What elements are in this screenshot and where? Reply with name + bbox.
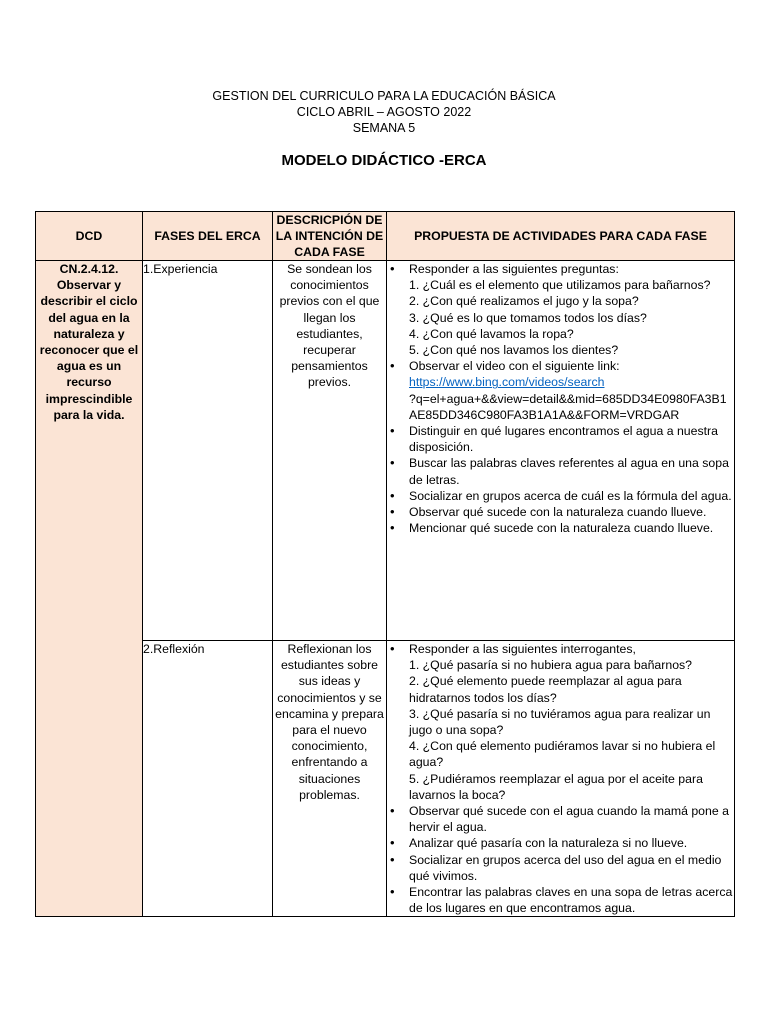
propuesta-reflexion: [387, 641, 735, 917]
list-item: 1. ¿Qué pasaría si no hubiera agua para bañarnos?: [409, 658, 693, 673]
header-line-3: SEMANA 5: [352, 121, 416, 135]
list-item: • Socializar en grupos acerca del uso del agua en el medio qué vivimos.: [387, 852, 734, 884]
list-item: • Socializar en grupos acerca de cuál es la fórmula del agua.: [387, 488, 734, 504]
header-line-1: GESTION DEL CURRICULO PARA LA EDUCACIÓN BÁSICA: [212, 89, 556, 103]
header-descripcion: DESCRICPIÓN DE LA INTENCIÓN DE CADA FASE: [273, 212, 387, 261]
header-line-2: CICLO ABRIL – AGOSTO 2022: [296, 105, 472, 119]
list-item: 4. ¿Con qué elemento pudiéramos lavar si no hubiera el agua?: [409, 739, 716, 770]
desc-experiencia: Se sondean los conocimientos previos con el que llegan los estudiantes, recuperar pensamientos previos.: [273, 261, 387, 641]
dcd-cell: CN.2.4.12. Observar y describir el ciclo del agua en la naturaleza y reconocer que el agua es un recurso imprescindible para la vida.: [36, 261, 143, 917]
video-link[interactable]: https://www.bing.com/videos/search: [409, 375, 605, 390]
activities-list: [387, 261, 734, 536]
list-item: 5. ¿Pudiéramos reemplazar el agua por el aceite para lavarnos la boca?: [409, 771, 703, 802]
list-item: 2. ¿Con qué realizamos el jugo y la sopa?: [409, 294, 639, 309]
list-item: • Buscar las palabras claves referentes al agua en una sopa de letras.: [387, 455, 734, 487]
header-propuesta: PROPUESTA DE ACTIVIDADES PARA CADA FASE: [387, 212, 735, 261]
activities-list: [387, 641, 734, 916]
list-item: • Distinguir en qué lugares encontramos el agua a nuestra disposición.: [387, 423, 734, 455]
header-fases: FASES DEL ERCA: [143, 212, 273, 261]
list-item: 2. ¿Qué elemento puede reemplazar al agua para hidratarnos todos los días?: [409, 674, 682, 705]
list-item: • Responder a las siguientes preguntas:: [387, 261, 734, 277]
fase-experiencia: 1.Experiencia: [143, 261, 273, 641]
erca-table: [35, 211, 735, 917]
list-item: 3. ¿Qué pasaría si no tuviéramos agua para realizar un jugo o una sopa?: [409, 706, 711, 738]
list-item: 3. ¿Qué es lo que tomamos todos los días?: [409, 310, 647, 325]
list-item: • Analizar qué pasaría con la naturaleza si no llueve.: [387, 835, 734, 851]
list-item: • Mencionar qué sucede con la naturaleza cuando llueve.: [387, 520, 734, 536]
list-item: • Observar qué sucede con el agua cuando la mamá pone a hervir el agua.: [387, 803, 734, 835]
list-item: 4. ¿Con qué lavamos la ropa?: [409, 326, 574, 341]
video-link-item: [387, 374, 734, 390]
header-dcd: DCD: [36, 212, 143, 261]
document-title: MODELO DIDÁCTICO -ERCA: [281, 152, 487, 169]
list-item: • Observar qué sucede con la naturaleza cuando llueve.: [387, 504, 734, 520]
list-item: • Responder a las siguientes interrogantes,: [387, 641, 734, 657]
table-header-row: [36, 212, 735, 261]
list-item: • Encontrar las palabras claves en una sopa de letras acerca de los lugares en que encontramos agua.: [387, 884, 734, 916]
list-item: ?q=el+agua+&&view=detail&&mid=685DD34E0980FA3B1AE85DD346C980FA3B1A1A&&FORM=VRDGAR: [409, 391, 727, 422]
desc-reflexion: Reflexionan los estudiantes sobre sus ideas y conocimientos y se encamina y prepara para el nuevo conocimiento, enfrentando a situaciones problemas.: [273, 641, 387, 917]
table-row-experiencia: [36, 261, 735, 641]
fase-reflexion: 2.Reflexión: [143, 641, 273, 917]
list-item: 5. ¿Con qué nos lavamos los dientes?: [409, 343, 619, 358]
list-item: 1. ¿Cuál es el elemento que utilizamos para bañarnos?: [409, 278, 711, 293]
list-item: • Observar el video con el siguiente link:: [387, 358, 734, 374]
propuesta-experiencia: [387, 261, 735, 641]
document-header: [0, 88, 768, 136]
